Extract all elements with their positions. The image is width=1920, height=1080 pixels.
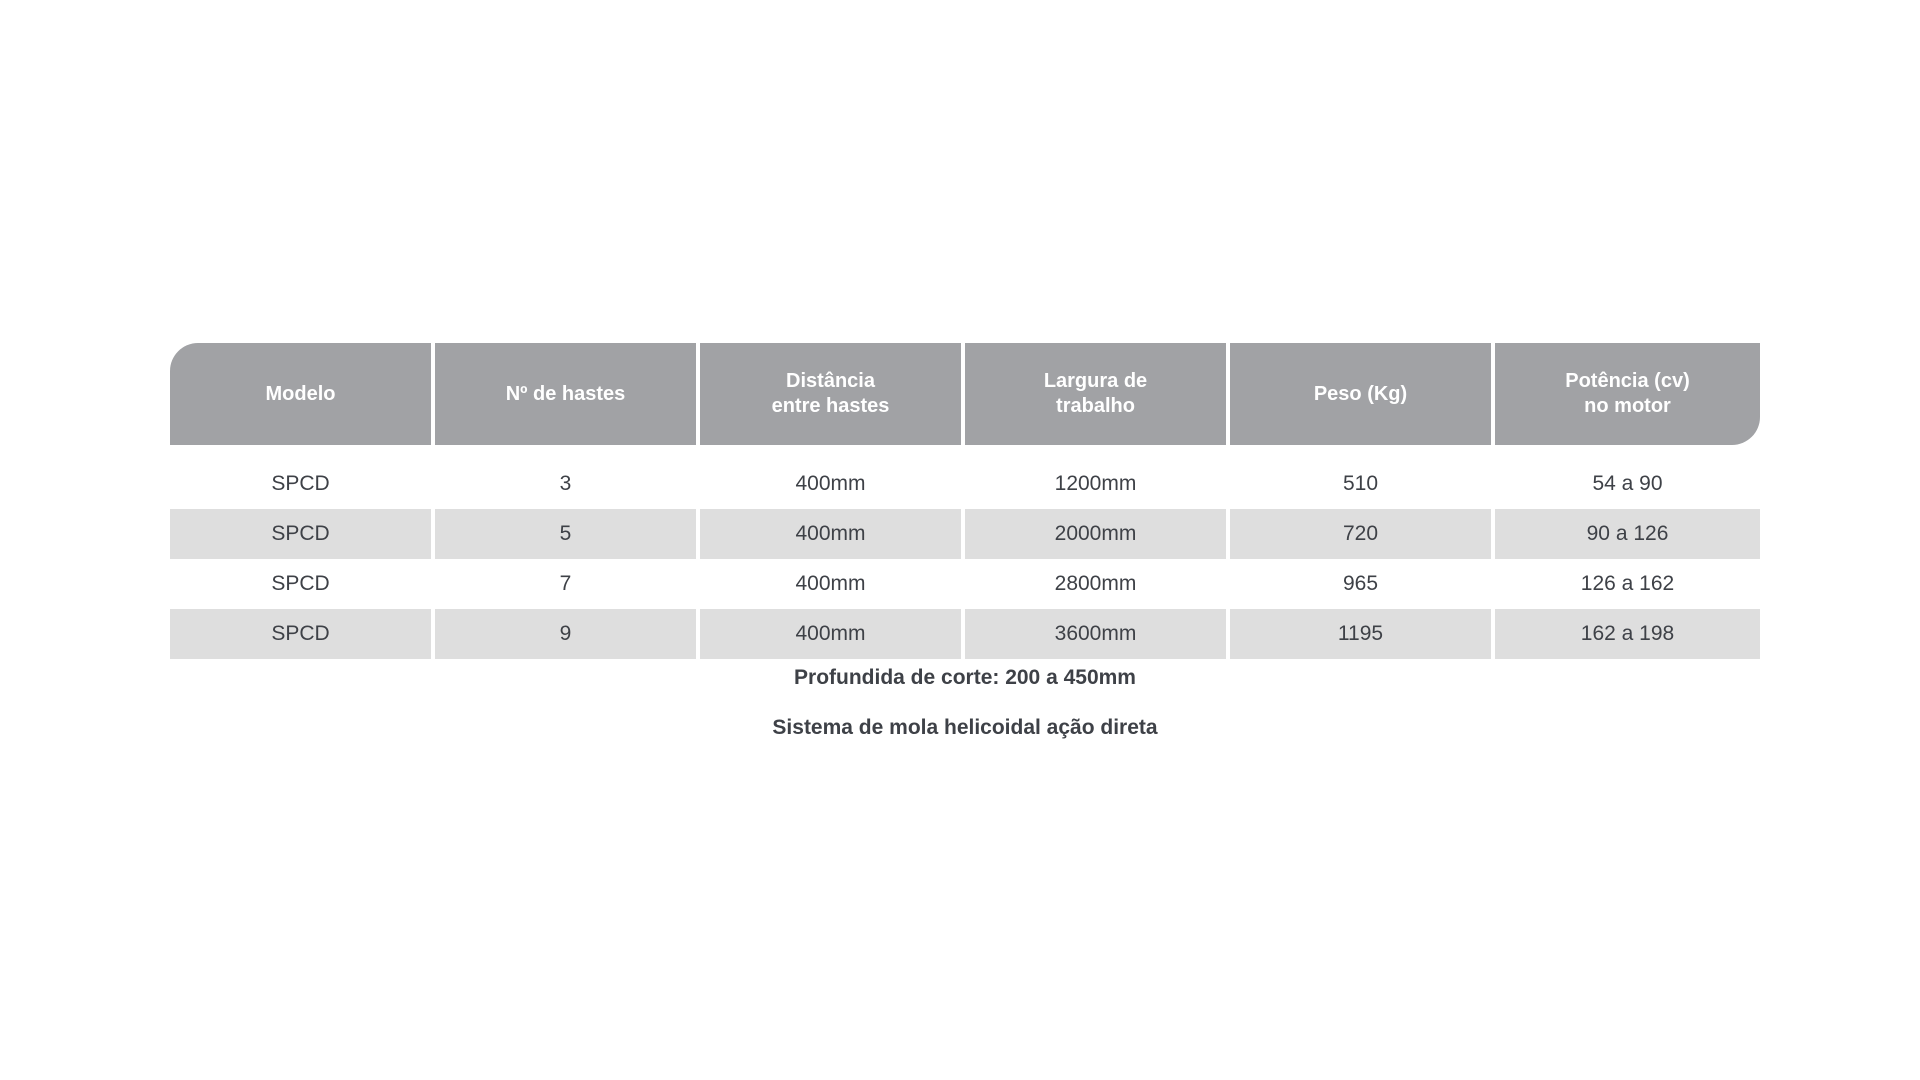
cell-hastes: 5 bbox=[435, 509, 700, 559]
cell-distancia: 400mm bbox=[700, 559, 965, 609]
cell-largura: 2800mm bbox=[965, 559, 1230, 609]
cell-modelo: SPCD bbox=[170, 509, 435, 559]
cell-largura: 3600mm bbox=[965, 609, 1230, 659]
header-potencia: Potência (cv) no motor bbox=[1495, 343, 1760, 445]
cell-distancia: 400mm bbox=[700, 609, 965, 659]
table-header-row bbox=[170, 343, 1760, 445]
table-row bbox=[170, 459, 1760, 509]
cell-modelo: SPCD bbox=[170, 609, 435, 659]
header-modelo: Modelo bbox=[170, 343, 435, 445]
cell-peso: 510 bbox=[1230, 459, 1495, 509]
table-row bbox=[170, 509, 1760, 559]
cell-largura: 1200mm bbox=[965, 459, 1230, 509]
cut-depth-note: Profundida de corte: 200 a 450mm bbox=[794, 666, 1136, 689]
cell-distancia: 400mm bbox=[700, 509, 965, 559]
table-row bbox=[170, 609, 1760, 659]
cell-peso: 1195 bbox=[1230, 609, 1495, 659]
cell-modelo: SPCD bbox=[170, 459, 435, 509]
table-spacer bbox=[170, 445, 1760, 459]
header-peso: Peso (Kg) bbox=[1230, 343, 1495, 445]
table-row bbox=[170, 559, 1760, 609]
header-hastes: Nº de hastes bbox=[435, 343, 700, 445]
spec-table bbox=[170, 343, 1760, 659]
header-largura: Largura de trabalho bbox=[965, 343, 1230, 445]
cell-hastes: 9 bbox=[435, 609, 700, 659]
cell-potencia: 54 a 90 bbox=[1495, 459, 1760, 509]
header-distancia: Distância entre hastes bbox=[700, 343, 965, 445]
cell-distancia: 400mm bbox=[700, 459, 965, 509]
cell-potencia: 90 a 126 bbox=[1495, 509, 1760, 559]
cell-largura: 2000mm bbox=[965, 509, 1230, 559]
cell-potencia: 162 a 198 bbox=[1495, 609, 1760, 659]
cell-hastes: 7 bbox=[435, 559, 700, 609]
cell-potencia: 126 a 162 bbox=[1495, 559, 1760, 609]
cell-modelo: SPCD bbox=[170, 559, 435, 609]
cell-hastes: 3 bbox=[435, 459, 700, 509]
spring-system-note: Sistema de mola helicoidal ação direta bbox=[772, 716, 1158, 739]
cell-peso: 965 bbox=[1230, 559, 1495, 609]
cell-peso: 720 bbox=[1230, 509, 1495, 559]
